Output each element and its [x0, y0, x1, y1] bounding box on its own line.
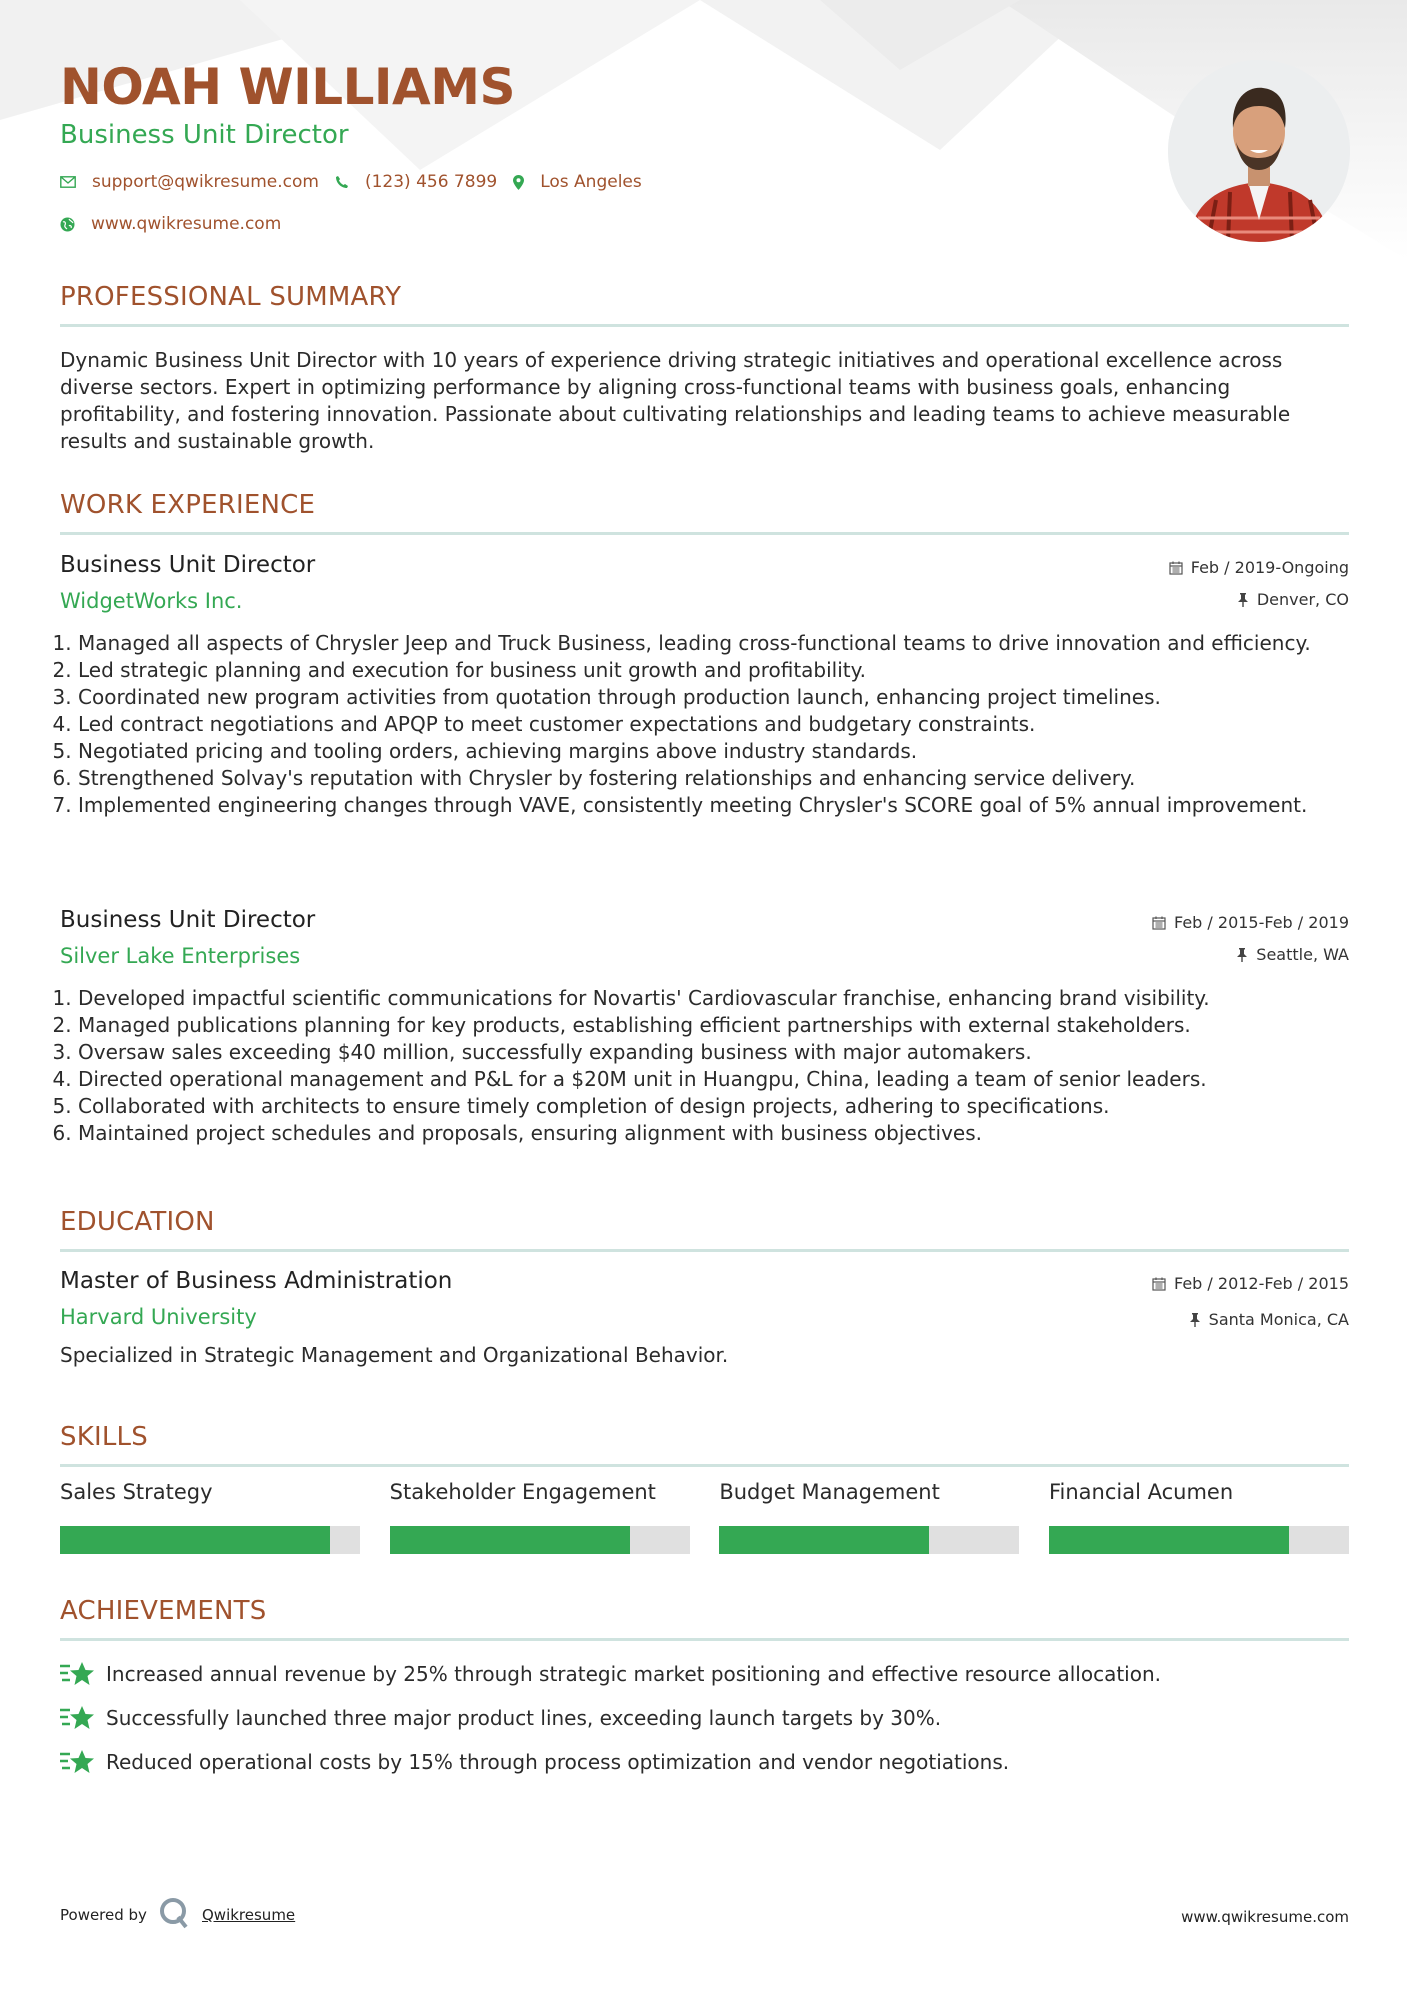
powered-by-label: Powered by	[60, 1906, 147, 1924]
phone-icon	[335, 175, 349, 189]
skills-section	[60, 1422, 1349, 1467]
skill-bar-fill	[1049, 1526, 1289, 1554]
job-bullet: 4. Directed operational management and P&L for a $20M unit in Huangpu, China, leading a team of senior leaders.	[78, 1066, 1328, 1093]
contact-phone[interactable]	[335, 172, 497, 192]
job-title: Business Unit Director	[60, 907, 316, 933]
education-dates-text: Feb / 2012-Feb / 2015	[1174, 1274, 1349, 1293]
job-bullet: 3. Oversaw sales exceeding $40 million, successfully expanding business with major automakers.	[78, 1039, 1328, 1066]
summary-text: Dynamic Business Unit Director with 10 years of experience driving strategic initiatives and operational excellence across diverse sectors. Expert in optimizing performance by aligning cross-functional teams with business goals, enhancing profitability, and fostering innovation. Passionate about cultivating relationships and leading teams to achieve measurable results and sustainable growth.	[60, 348, 1291, 453]
profile-avatar	[1168, 60, 1350, 242]
skill-label: Budget Management	[719, 1480, 940, 1504]
job-company: WidgetWorks Inc.	[60, 589, 243, 613]
skill-bar-fill	[60, 1526, 330, 1554]
star-list-icon	[60, 1748, 94, 1776]
achievement-text: Successfully launched three major product lines, exceeding launch targets by 30%.	[106, 1706, 942, 1730]
calendar-icon	[1169, 561, 1183, 575]
section-divider	[60, 1638, 1349, 1641]
skill-bar-fill	[719, 1526, 929, 1554]
section-divider	[60, 532, 1349, 535]
skill-label: Stakeholder Engagement	[389, 1480, 656, 1504]
email-text: support@qwikresume.com	[92, 172, 319, 192]
job-dates	[1152, 913, 1349, 932]
experience-heading: WORK EXPERIENCE	[60, 490, 316, 520]
job-location-text: Seattle, WA	[1256, 945, 1349, 964]
school-name: Harvard University	[60, 1305, 257, 1329]
job-bullet: 1. Developed impactful scientific communications for Novartis' Cardiovascular franchise, enhancing brand visibility.	[78, 985, 1328, 1012]
section-divider	[60, 1464, 1349, 1467]
skill-bar-fill	[390, 1526, 630, 1554]
footer	[60, 1896, 1349, 1936]
skills-heading: SKILLS	[60, 1422, 148, 1452]
job-title: Business Unit Director	[60, 552, 316, 578]
summary-section	[60, 282, 1349, 455]
star-list-icon	[60, 1660, 94, 1688]
skill-label: Financial Acumen	[1048, 1480, 1234, 1504]
job-location	[1237, 590, 1349, 609]
contact-row-web	[60, 214, 297, 234]
job-location	[1236, 945, 1349, 964]
skill-item	[60, 1480, 360, 1554]
achievements-section	[60, 1596, 1349, 1641]
location-text: Los Angeles	[540, 172, 642, 192]
skill-bar	[1049, 1526, 1349, 1554]
achievement-text: Reduced operational costs by 15% through process optimization and vendor negotiations.	[106, 1750, 1010, 1774]
section-divider	[60, 1249, 1349, 1252]
job-bullet: 5. Collaborated with architects to ensure timely completion of design projects, adhering to specifications.	[78, 1093, 1328, 1120]
contact-row	[60, 172, 658, 192]
job-bullet: 2. Led strategic planning and execution for business unit growth and profitability.	[78, 657, 1328, 684]
job-bullet: 2. Managed publications planning for key products, establishing efficient partnerships with external stakeholders.	[78, 1012, 1328, 1039]
education-dates	[1152, 1274, 1349, 1293]
job-bullet: 4. Led contract negotiations and APQP to meet customer expectations and budgetary constraints.	[78, 711, 1328, 738]
job-bullet: 5. Negotiated pricing and tooling orders, achieving margins above industry standards.	[78, 738, 1328, 765]
job-bullet: 3. Coordinated new program activities from quotation through production launch, enhancing project timelines.	[78, 684, 1328, 711]
pushpin-icon	[1189, 1313, 1201, 1327]
globe-icon	[60, 217, 75, 232]
achievement-item	[60, 1704, 1349, 1732]
skill-bar	[60, 1526, 360, 1554]
job-bullet: 1. Managed all aspects of Chrysler Jeep and Truck Business, leading cross-functional teams to drive innovation and efficiency.	[78, 630, 1328, 657]
qwikresume-link[interactable]: Qwikresume	[202, 1906, 296, 1924]
footer-website[interactable]: www.qwikresume.com	[1181, 1908, 1349, 1926]
skill-item	[1049, 1480, 1349, 1554]
achievement-item	[60, 1748, 1349, 1776]
envelope-icon	[60, 176, 76, 188]
contact-location	[513, 172, 642, 192]
skills-list	[60, 1480, 1349, 1554]
job-dates-text: Feb / 2019-Ongoing	[1190, 558, 1349, 577]
contact-website[interactable]	[60, 214, 281, 234]
job-bullets	[60, 630, 1328, 819]
job-bullet: 6. Maintained project schedules and proposals, ensuring alignment with business objectives.	[78, 1120, 1328, 1147]
phone-text: (123) 456 7899	[364, 172, 498, 192]
candidate-title: Business Unit Director	[60, 120, 349, 150]
achievement-text: Increased annual revenue by 25% through strategic market positioning and effective resource allocation.	[106, 1662, 1162, 1686]
education-section	[60, 1207, 1349, 1252]
skill-label: Sales Strategy	[60, 1480, 213, 1504]
job-bullet: 7. Implemented engineering changes through VAVE, consistently meeting Chrysler's SCORE goal of 5% annual improvement.	[78, 792, 1328, 819]
skill-bar	[719, 1526, 1019, 1554]
website-text: www.qwikresume.com	[91, 214, 282, 234]
education-description: Specialized in Strategic Management and Organizational Behavior.	[60, 1343, 729, 1367]
skill-item	[390, 1480, 690, 1554]
pushpin-icon	[1237, 593, 1249, 607]
degree-title: Master of Business Administration	[60, 1268, 453, 1294]
summary-heading: PROFESSIONAL SUMMARY	[60, 282, 402, 312]
job-company: Silver Lake Enterprises	[60, 944, 301, 968]
contact-email[interactable]	[60, 172, 319, 192]
experience-section	[60, 490, 1349, 535]
education-location	[1189, 1310, 1349, 1329]
calendar-icon	[1152, 1277, 1166, 1291]
pushpin-icon	[1236, 948, 1248, 962]
profile-photo	[1168, 60, 1350, 242]
achievement-item	[60, 1660, 1349, 1688]
section-divider	[60, 324, 1349, 327]
job-dates	[1169, 558, 1349, 577]
map-pin-icon	[513, 175, 524, 190]
job-bullet: 6. Strengthened Solvay's reputation with Chrysler by fostering relationships and enhancing service delivery.	[78, 765, 1328, 792]
job-dates-text: Feb / 2015-Feb / 2019	[1174, 913, 1349, 932]
job-location-text: Denver, CO	[1256, 590, 1349, 609]
job-bullets	[60, 985, 1328, 1147]
candidate-name: NOAH WILLIAMS	[60, 58, 515, 116]
achievements-heading: ACHIEVEMENTS	[60, 1596, 267, 1626]
qwikresume-logo-icon	[158, 1896, 190, 1930]
education-heading: EDUCATION	[60, 1207, 215, 1237]
skill-bar	[390, 1526, 690, 1554]
calendar-icon	[1152, 916, 1166, 930]
skill-item	[719, 1480, 1019, 1554]
education-location-text: Santa Monica, CA	[1208, 1310, 1349, 1329]
star-list-icon	[60, 1704, 94, 1732]
